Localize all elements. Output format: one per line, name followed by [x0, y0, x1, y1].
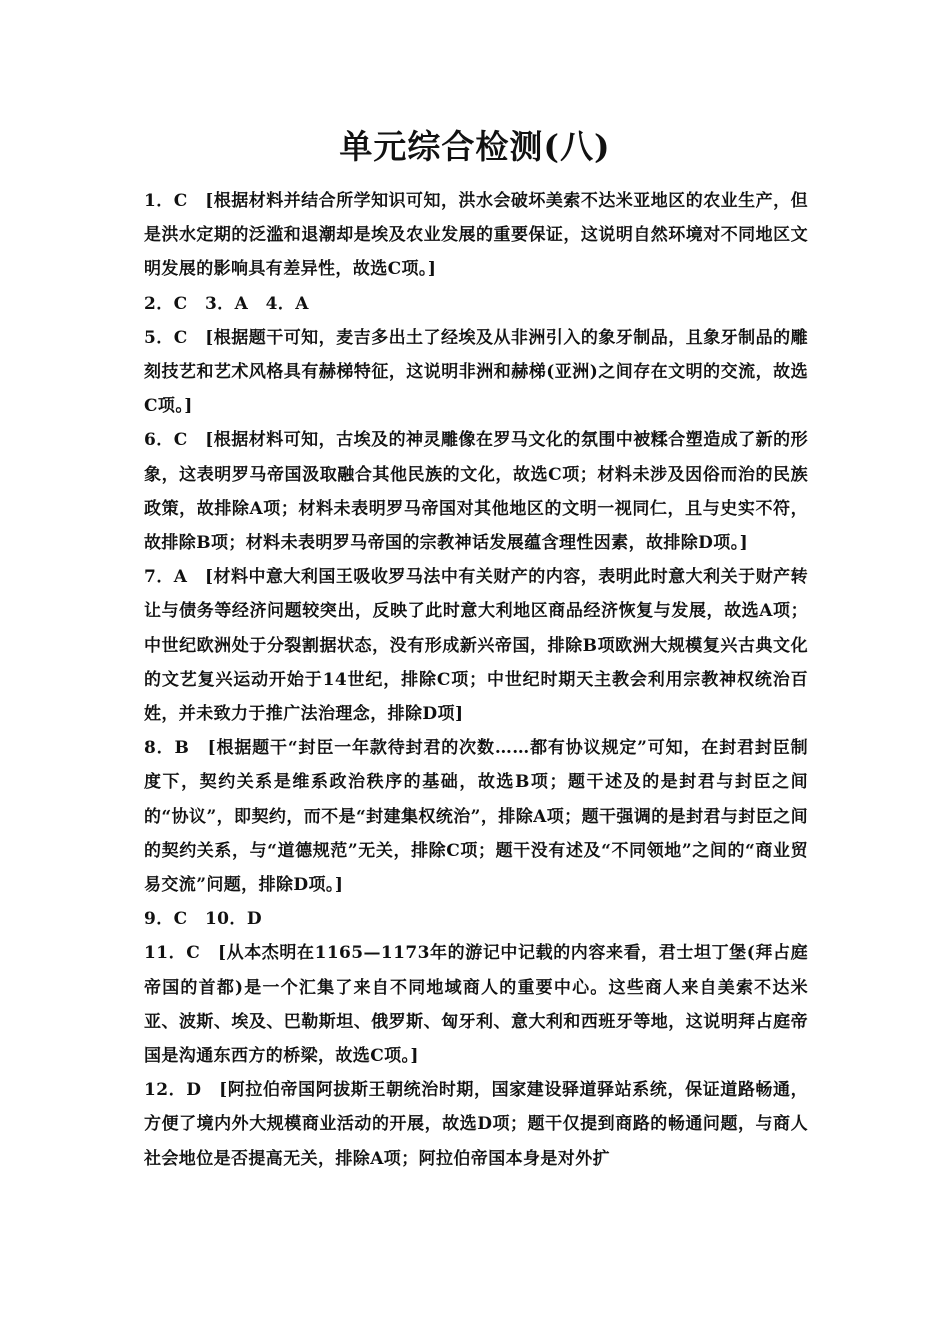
answer-item-8: 8．B [根据题干“封臣一年款待封君的次数……都有协议规定”可知，在封君封臣制度下，契约关系是维系政治秩序的基础，故选B项；题干述及的是封君与封臣之间的“协议”，即契约，而不是“封建集权统治”，排除A项；题干强调的是封君与封臣之间的契约关系，与“道德规范”无关，排除C项；题干没有述及“不同领地”之间的“商业贸易交流”问题，排除D项。] — [144, 738, 808, 896]
answer-item-2-4: 2．C 3．A 4．A — [144, 293, 309, 314]
answer-item-5: 5．C [根据题干可知，麦吉多出土了经埃及从非洲引入的象牙制品，且象牙制品的雕刻技艺和艺术风格具有赫梯特征，这说明非洲和赫梯(亚洲)之间存在文明的交流，故选C项。] — [144, 327, 808, 417]
answer-list — [144, 184, 808, 1176]
answer-item-7: 7．A [材料中意大利国王吸收罗马法中有关财产的内容，表明此时意大利关于财产转让与债务等经济问题较突出，反映了此时意大利地区商品经济恢复与发展，故选A项；中世纪欧洲处于分裂割据状态，没有形成新兴帝国，排除B项欧洲大规模复兴古典文化的文艺复兴运动开始于14世纪，排除C项；中世纪时期天主教会利用宗教神权统治百姓，并未致力于推广法治理念，排除D项] — [144, 567, 808, 725]
answer-item-9-10: 9．C 10．D — [144, 909, 262, 930]
answer-item-12: 12．D [阿拉伯帝国阿拔斯王朝统治时期，国家建设驿道驿站系统，保证道路畅通，方便了境内外大规模商业活动的开展，故选D项；题干仅提到商路的畅通问题，与商人社会地位是否提高无关，排除A项；阿拉伯帝国本身是对外扩 — [144, 1080, 808, 1169]
answer-item-11: 11．C [从本杰明在1165—1173年的游记中记载的内容来看，君士坦丁堡(拜占庭帝国的首都)是一个汇集了来自不同地域商人的重要中心。这些商人来自美索不达米亚、波斯、埃及、巴勒斯坦、俄罗斯、匈牙利、意大利和西班牙等地，这说明拜占庭帝国是沟通东西方的桥梁，故选C项。] — [144, 943, 808, 1067]
document-title: 单元综合检测(八) — [339, 127, 611, 166]
answer-item-1: 1．C [根据材料并结合所学知识可知，洪水会破坏美索不达米亚地区的农业生产，但是洪水定期的泛滥和退潮却是埃及农业发展的重要保证，这说明自然环境对不同地区文明发展的影响具有差异性，故选C项。] — [144, 191, 808, 280]
answer-item-6: 6．C [根据材料可知，古埃及的神灵雕像在罗马文化的氛围中被糅合塑造成了新的形象，这表明罗马帝国汲取融合其他民族的文化，故选C项；材料未涉及因俗而治的民族政策，故排除A项；材料未表明罗马帝国对其他地区的文明一视同仁，且与史实不符，故排除B项；材料未表明罗马帝国的宗教神话发展蕴含理性因素，故排除D项。] — [144, 430, 808, 554]
